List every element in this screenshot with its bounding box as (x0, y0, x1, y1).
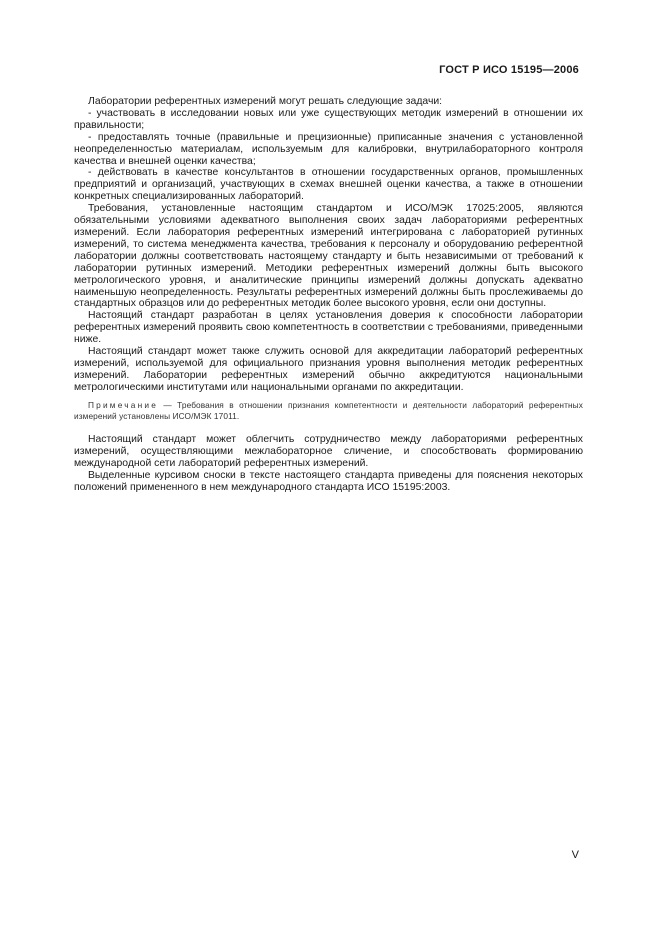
paragraph-footnotes: Выделенные курсивом сноски в тексте настоящего стандарта приведены для пояснения некоторых положений примененного в нем международного стандарта ИСО 15195:2003. (74, 470, 583, 494)
paragraph-cooperation: Настоящий стандарт может облегчить сотрудничество между лабораториями референтных измерений, осуществляющими межлабораторное сличение, и способствовать формированию международной сети лабораторий референтных измерений. (74, 434, 583, 470)
note (74, 400, 583, 423)
list-item-consultants: - действовать в качестве консультантов в отношении государственных органов, промышленных предприятий и организаций, участвующих в схемах внешней оценки качества, а также в отношении конкретных специализированных лабораторий. (74, 167, 583, 203)
list-item-assigned-values: - предоставлять точные (правильные и прецизионные) приписанные значения с установленной неопределенностью материалам, используемым для калибровки, внутрилабораторного контроля качества и внешней оценки качества; (74, 131, 583, 167)
page-number: V (571, 849, 579, 861)
body-text (74, 96, 583, 494)
paragraph-purpose: Настоящий стандарт разработан в целях установления доверия к способности лаборатории референтных измерений проявить свою компетентность в соответствии с требованиями, приведенными ниже. (74, 310, 583, 346)
standard-designation: ГОСТ Р ИСО 15195—2006 (439, 64, 579, 76)
note-text: — Требования в отношении признания компетентности и деятельности лабораторий референтных измерений установлены ИСО/МЭК 17011. (74, 399, 583, 422)
paragraph-intro: Лаборатории референтных измерений могут решать следующие задачи: (88, 96, 443, 107)
paragraph-requirements: Требования, установленные настоящим стандартом и ИСО/МЭК 17025:2005, являются обязательными условиями адекватного выполнения своих задач лабораториями референтных измерений. Если лаборатория референтных измерений интегрирована с лабораторией рутинных измерений, то система менеджмента качества, требования к персоналу и оборудованию референтной лаборатории должны соответствовать настоящему стандарту и быть независимыми от требований к лаборатории рутинных измерений. Методики референтных измерений должны быть высокого метрологического уровня, и аналитические принципы измерений должны допускать адекватно наименьшую неопределенность. Результаты референтных измерений должны быть прослеживаемы до стандартных образцов или до референтных методик более высокого уровня, если они доступны. (74, 203, 583, 310)
note-label: Примечание (88, 399, 159, 410)
list-item-research: - участвовать в исследовании новых или уже существующих методик измерений в отношении их правильности; (74, 107, 583, 131)
paragraph-accreditation: Настоящий стандарт может также служить основой для аккредитации лабораторий референтных измерений, используемой для официального признания уровня выполнения методик референтных измерений. Лаборатории референтных измерений обычно аккредитуются национальными метрологическими институтами или национальными органами по аккредитации. (74, 346, 583, 393)
